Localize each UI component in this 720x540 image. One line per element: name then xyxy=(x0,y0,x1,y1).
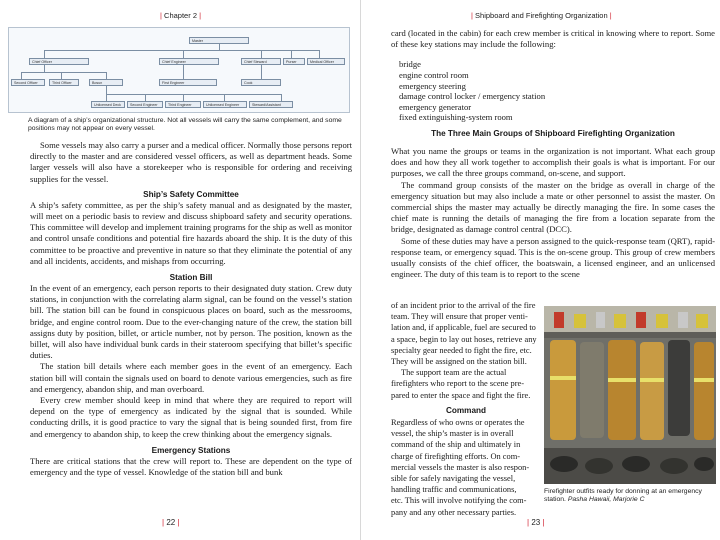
text-line: The support team are the actual xyxy=(401,368,507,378)
text-line: firefighters who report to the scene pre- xyxy=(391,379,525,389)
intro-paragraph: Some vessels may also carry a purser and a medical officer. Normally those persons report directly to the master and are considered vessel officers, as well as department heads. Some larger vessels will also have a storekeeper who is responsible for ordering and receiving supplies for the vessel. xyxy=(30,140,352,184)
gear-locker-illustration xyxy=(544,306,716,484)
station-card-paragraph: card (located in the cabin) for each crew member is critical in knowing where to report. Some of these key stations may include the following: xyxy=(391,28,715,50)
org-chart-diagram xyxy=(8,27,350,113)
org-node-cook: Cook xyxy=(241,79,281,86)
text-line: pany and any other necessary parties. xyxy=(391,507,517,517)
running-header-left: | Chapter 2 | xyxy=(160,11,202,20)
station-item: damage control locker / emergency station xyxy=(399,91,546,102)
page-number-right: | 23 | xyxy=(527,518,545,527)
org-node-first-engineer: First Engineer xyxy=(159,79,217,86)
text-line: handling traffic and communications, xyxy=(391,485,517,495)
text-line: of an incident prior to the arrival of the fire xyxy=(391,301,536,310)
text-line: pared to enter the space and fight the fire. xyxy=(391,390,531,400)
key-stations-list xyxy=(399,59,715,123)
station-bill-paragraph-1: In the event of an emergency, each person reports to their designated duty station. Crew duty stations, in conjunction with the correlating alarm signal, can be found on the vessel’s station bill. The station bill can be found in conspicuous places on board, such as the messrooms, bridge, and engine control room. Due to the ever-changing nature of the crew, the station bill assigns duty by position, billet, or article number, not by person. The position, known as the billet, will also have individual bunk cards in their stateroom specifying that billet’s specific duties. xyxy=(30,283,352,361)
text-line: vessel, the ship’s master is in overall xyxy=(391,429,514,439)
diagram-caption: A diagram of a ship’s organizational structure. Not all vessels will carry the same complement, and some positions may not appear on every vessel. xyxy=(28,117,342,133)
on-scene-group-paragraph: Some of these duties may have a person assigned to the quick-response team (QRT), rapid-response team, or emergency squad. This is the on-scene group. This group of crew members usually consists of the chief officer, the boatswain, a licensed engineer, and an unlicensed engineer. The duty of this team is to report to the scene xyxy=(391,235,715,280)
station-item: fixed extinguishing-system room xyxy=(399,112,513,123)
photo-credit: Pasha Hawaii, Marjorie C xyxy=(567,496,645,504)
right-text-column xyxy=(391,28,715,280)
left-text-column xyxy=(30,140,352,478)
station-item: engine control room xyxy=(399,70,469,80)
org-node-third-officer: Third Officer xyxy=(49,79,79,86)
photo-caption xyxy=(544,488,716,505)
station-item: emergency generator xyxy=(399,101,472,112)
right-page xyxy=(360,0,720,540)
text-line: lation and, if applicable, fuel are secured to xyxy=(391,323,536,333)
safety-committee-paragraph: A ship’s safety committee, as per the ship’s safety manual and as designated by the master, will meet on a periodic basis to review and discuss shipboard safety and security operations. This committee will develop and implement training programs for the ship as well as monitor and control unsafe conditions and potential fire hazards aboard the ship. It is the duty of this committee to be proactive and preventive in nature so that they eliminate the potential of any and all incidents, accidents, and mishaps from occurring. xyxy=(30,199,352,266)
text-line: specialty gear needed to fight the fire, etc. xyxy=(391,345,532,355)
org-node-chief-officer: Chief Officer xyxy=(29,58,89,65)
org-node-chief-engineer: Chief Engineer xyxy=(159,58,219,65)
heading-three-groups: The Three Main Groups of Shipboard Firefighting Organization xyxy=(431,128,675,138)
station-bill-paragraph-2: The station bill details where each member goes in the event of an emergency. Each station bill will contain the signals used on board to denote various emergencies, such as fire and emergency, abandon ship, and man overboard. xyxy=(30,361,352,394)
heading-station-bill: Station Bill xyxy=(169,273,213,283)
heading-safety-committee: Ship’s Safety Committee xyxy=(143,189,239,199)
text-line: etc. This will involve notifying the com- xyxy=(391,496,527,506)
heading-emergency-stations: Emergency Stations xyxy=(151,445,231,455)
station-item: bridge xyxy=(399,59,421,70)
command-group-paragraph: The command group consists of the master on the bridge as overall in charge of the emergency situation but may also include a mate or other personnel to assist the master. On commercial ships the master may actually be directly managing the fire. In some cases the chief mate is running the details of managing the fire from a location separate from the bridge, designated as damage control central (DCC). xyxy=(391,179,715,235)
text-line: They will be assigned on the station bill. xyxy=(391,357,527,367)
org-node-chief-steward: Chief Steward xyxy=(241,58,281,65)
org-node-bosun: Bosun xyxy=(89,79,123,86)
org-node-master: Master xyxy=(189,37,249,44)
heading-command: Command xyxy=(445,405,487,415)
text-line: command of the ship and ultimately in xyxy=(391,440,521,450)
text-line: team. They will ensure that proper venti- xyxy=(391,312,528,322)
org-node-unlicensed-engineer: Unlicensed Engineer xyxy=(203,101,247,108)
text-line: a space, begin to lay out hoses, retrieve any xyxy=(391,334,537,344)
emergency-stations-paragraph: There are critical stations that the crew will report to. These are dependent on the type of emergency and the type of vessel. Knowledge of the station bill and bunk xyxy=(30,455,352,478)
text-line: sible for safely navigating the vessel, xyxy=(391,474,516,484)
station-item: emergency steering xyxy=(399,80,466,91)
text-line: Regardless of who owns or operates the xyxy=(391,418,525,428)
org-node-unlicensed-deck: Unlicensed Deck xyxy=(91,101,125,108)
text-line: charge of firefighting efforts. On com- xyxy=(391,451,520,461)
groups-paragraph: What you name the groups or teams in the organization is not important. What each group does and how they all work together to accomplish their goals is what is important. For our purposes, we call the three groups command, on-scene, and support. xyxy=(391,145,715,179)
org-node-medical-officer: Medical Officer xyxy=(307,58,345,65)
station-bill-paragraph-3: Every crew member should keep in mind that where they are required to report will depend on the type of emergency as indicated by the signal that is sounded. While conducting drills, it is good practice to vary the signal that is being sounded first, from fire and emergency to abandon ship, to keep the crew thinking about the emergency signals. xyxy=(30,395,352,439)
narrow-text-column xyxy=(391,300,541,518)
photo-caption-text: Firefighter outfits ready for donning at an emergency station. xyxy=(544,488,702,504)
org-node-second-officer: Second Officer xyxy=(11,79,45,86)
org-node-purser: Purser xyxy=(283,58,305,65)
org-node-third-engineer: Third Engineer xyxy=(165,101,201,108)
org-node-steward-assistant: Steward/Assistant xyxy=(249,101,293,108)
org-node-second-engineer: Second Engineer xyxy=(127,101,163,108)
page-number-left: | 22 | xyxy=(162,518,180,527)
running-header-right: | Shipboard and Firefighting Organization | xyxy=(471,11,612,20)
firefighter-outfits-photo xyxy=(544,306,716,484)
text-line: mercial vessels the master is also respon- xyxy=(391,462,530,472)
